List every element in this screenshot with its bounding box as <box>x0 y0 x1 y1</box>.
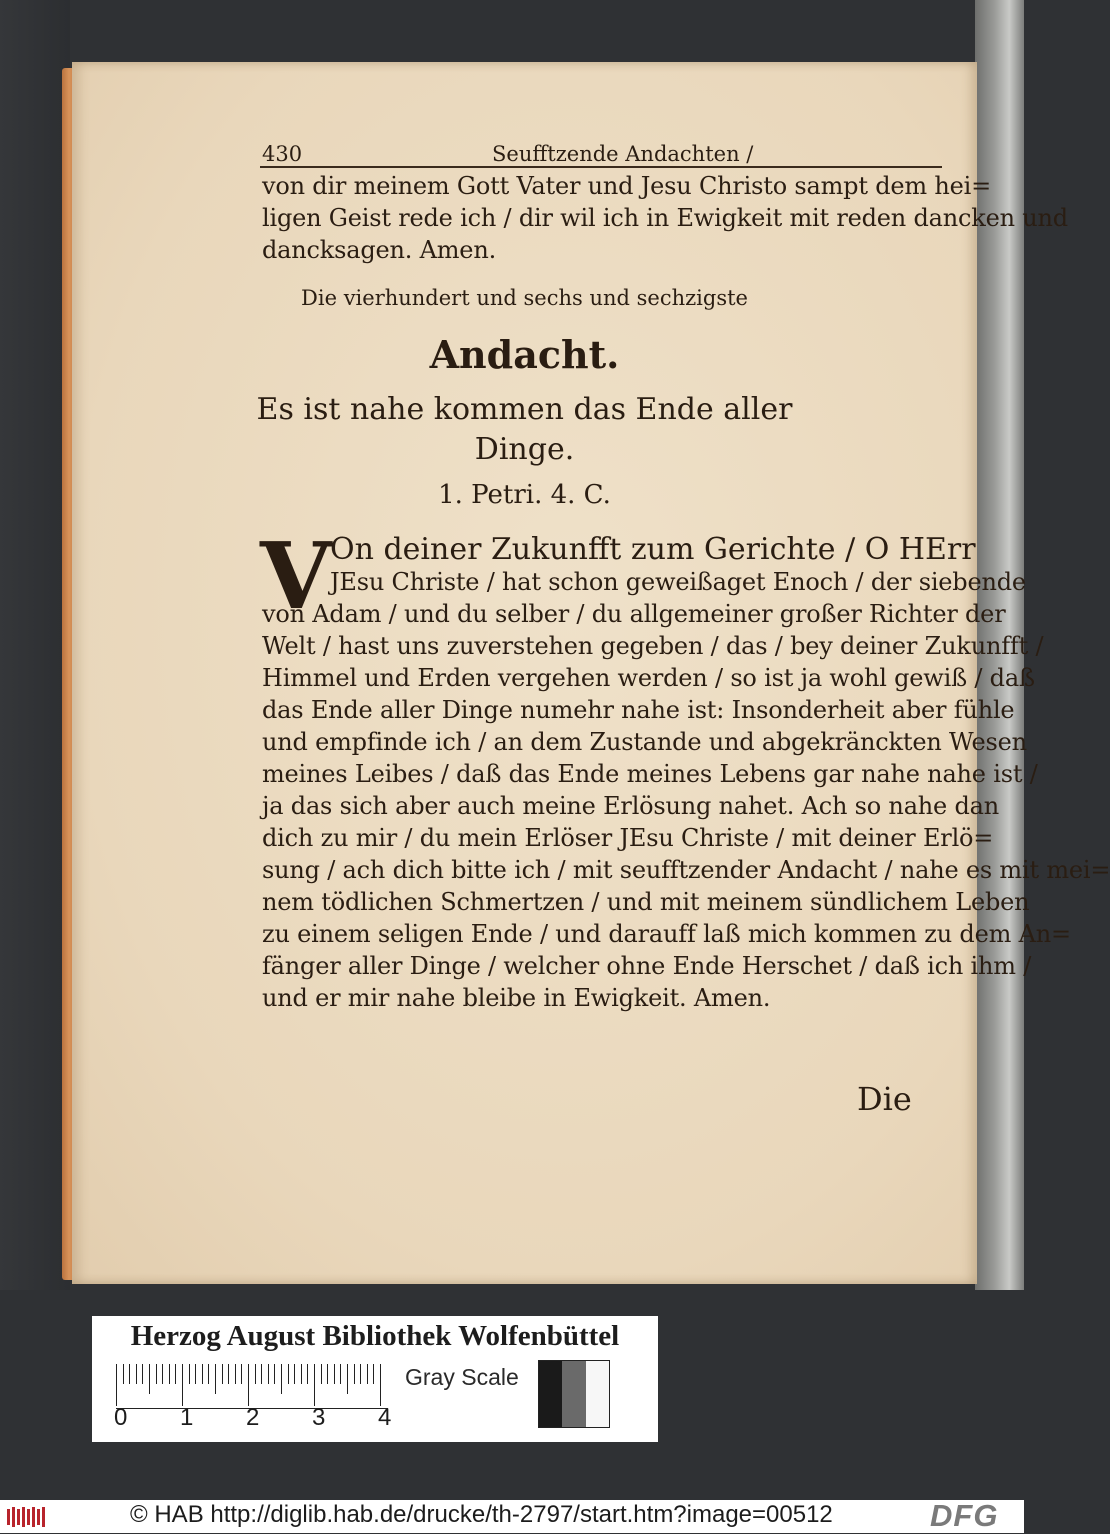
footer-source-link[interactable]: © HAB http://diglib.hab.de/drucke/th-2797/start.htm?image=00512 <box>130 1501 833 1528</box>
continuation-line: dancksagen. Amen. <box>262 236 496 264</box>
head-rule <box>260 166 942 168</box>
ruler-tick <box>268 1364 269 1384</box>
running-head-title: Seufftzende Andachten / <box>492 142 754 166</box>
ruler-tick <box>222 1364 223 1384</box>
ruler-tick <box>169 1364 170 1384</box>
body-line: fänger aller Dinge / welcher ohne Ende Herschet / daß ich ihm / <box>262 952 1032 980</box>
gray-patch-mid <box>562 1361 585 1427</box>
ruler-tick <box>248 1364 249 1406</box>
body-line: von Adam / und du selber / du allgemeiner großer Richter der <box>262 600 1006 628</box>
ruler-tick <box>241 1364 242 1384</box>
book-page <box>72 62 1110 1284</box>
ruler-label: 4 <box>378 1404 392 1431</box>
book-board-left <box>0 0 70 1290</box>
ruler-tick <box>116 1364 117 1406</box>
ruler-tick <box>294 1364 295 1384</box>
color-reference-card <box>92 1316 658 1442</box>
ruler-tick <box>327 1364 328 1384</box>
ruler-tick <box>340 1364 341 1384</box>
ruler-tick <box>235 1364 236 1384</box>
ruler-tick <box>373 1364 374 1384</box>
body-line: Himmel und Erden vergehen werden / so ist ja wohl gewiß / daß <box>262 664 1035 692</box>
continuation-line: ligen Geist rede ich / dir wil ich in Ewigkeit mit reden dancken und <box>262 204 1068 232</box>
ruler-tick <box>162 1364 163 1384</box>
ruler-tick <box>261 1364 262 1384</box>
ruler-tick <box>129 1364 130 1384</box>
ruler-tick <box>380 1364 381 1406</box>
body-line: sung / ach dich bitte ich / mit seufftzender Andacht / nahe es mit mei= <box>262 856 1110 884</box>
body-line: Welt / hast uns zuverstehen gegeben / das / bey deiner Zukunfft / <box>262 632 1044 660</box>
ruler-tick <box>307 1364 308 1384</box>
body-line: zu einem seligen Ende / und darauff laß mich kommen zu dem An= <box>262 920 1071 948</box>
ruler-tick <box>142 1364 143 1384</box>
gray-patch-dark <box>539 1361 562 1427</box>
ruler-label: 0 <box>114 1404 128 1431</box>
ruler-tick <box>255 1364 256 1384</box>
ruler-tick <box>175 1364 176 1384</box>
body-line: nem tödlichen Schmertzen / und mit meinem sündlichem Leben <box>262 888 1030 916</box>
catchword: Die <box>857 1080 912 1118</box>
gray-scale-label: Gray Scale <box>405 1364 519 1390</box>
bible-reference: 1. Petri. 4. C. <box>438 480 611 510</box>
hab-logo-icon <box>6 1506 46 1528</box>
page-number: 430 <box>262 142 303 166</box>
body-line: und er mir nahe bleibe in Ewigkeit. Amen. <box>262 984 771 1012</box>
ruler-tick <box>347 1364 348 1394</box>
ruler-tick <box>334 1364 335 1384</box>
dfg-logo: DFG <box>930 1498 999 1533</box>
ruler-tick <box>156 1364 157 1384</box>
ruler-tick <box>354 1364 355 1384</box>
section-subtitle: Dinge. <box>474 432 575 467</box>
ruler-tick <box>136 1364 137 1384</box>
ruler-tick <box>274 1364 275 1384</box>
ruler-tick <box>367 1364 368 1384</box>
ruler-tick <box>195 1364 196 1384</box>
body-line: ja das sich aber auch meine Erlösung nahet. Ach so nahe dan <box>262 792 1000 820</box>
ruler-tick <box>202 1364 203 1384</box>
ruler-tick <box>301 1364 302 1384</box>
ruler-tick <box>123 1364 124 1384</box>
continuation-line: von dir meinem Gott Vater und Jesu Christo sampt dem hei= <box>262 172 992 200</box>
ruler-tick <box>182 1364 183 1406</box>
ruler-tick <box>288 1364 289 1384</box>
ruler-tick <box>281 1364 282 1394</box>
ruler-tick <box>189 1364 190 1384</box>
library-name: Herzog August Bibliothek Wolfenbüttel <box>130 1320 620 1352</box>
ruler-tick <box>149 1364 150 1394</box>
body-line: On deiner Zukunfft zum Gerichte / O HErr <box>330 532 976 567</box>
ruler-tick <box>208 1364 209 1384</box>
body-line: meines Leibes / daß das Ende meines Lebens gar nahe nahe ist / <box>262 760 1038 788</box>
section-intro: Die vierhundert und sechs und sechzigste <box>301 286 748 310</box>
section-title: Andacht. <box>429 332 620 377</box>
ruler-label: 2 <box>246 1404 260 1431</box>
gray-patch-light <box>586 1361 609 1427</box>
body-line: dich zu mir / du mein Erlöser JEsu Christe / mit deiner Erlö= <box>262 824 994 852</box>
body-line: JEsu Christe / hat schon geweißaget Enoch / der siebende <box>330 568 1026 596</box>
ruler-label: 1 <box>180 1404 194 1431</box>
ruler-tick <box>314 1364 315 1406</box>
drop-initial: V <box>260 522 332 630</box>
ruler-tick <box>228 1364 229 1384</box>
ruler-tick <box>321 1364 322 1384</box>
ruler-tick <box>360 1364 361 1384</box>
body-line: das Ende aller Dinge numehr nahe ist: Insonderheit aber fühle <box>262 696 1015 724</box>
ruler-label: 3 <box>312 1404 326 1431</box>
gray-scale-patches <box>538 1360 610 1428</box>
ruler-tick <box>215 1364 216 1394</box>
section-subtitle: Es ist nahe kommen das Ende aller <box>256 392 793 427</box>
body-line: und empfinde ich / an dem Zustande und abgekränckten Wesen <box>262 728 1027 756</box>
footer-bar <box>0 1500 1024 1533</box>
